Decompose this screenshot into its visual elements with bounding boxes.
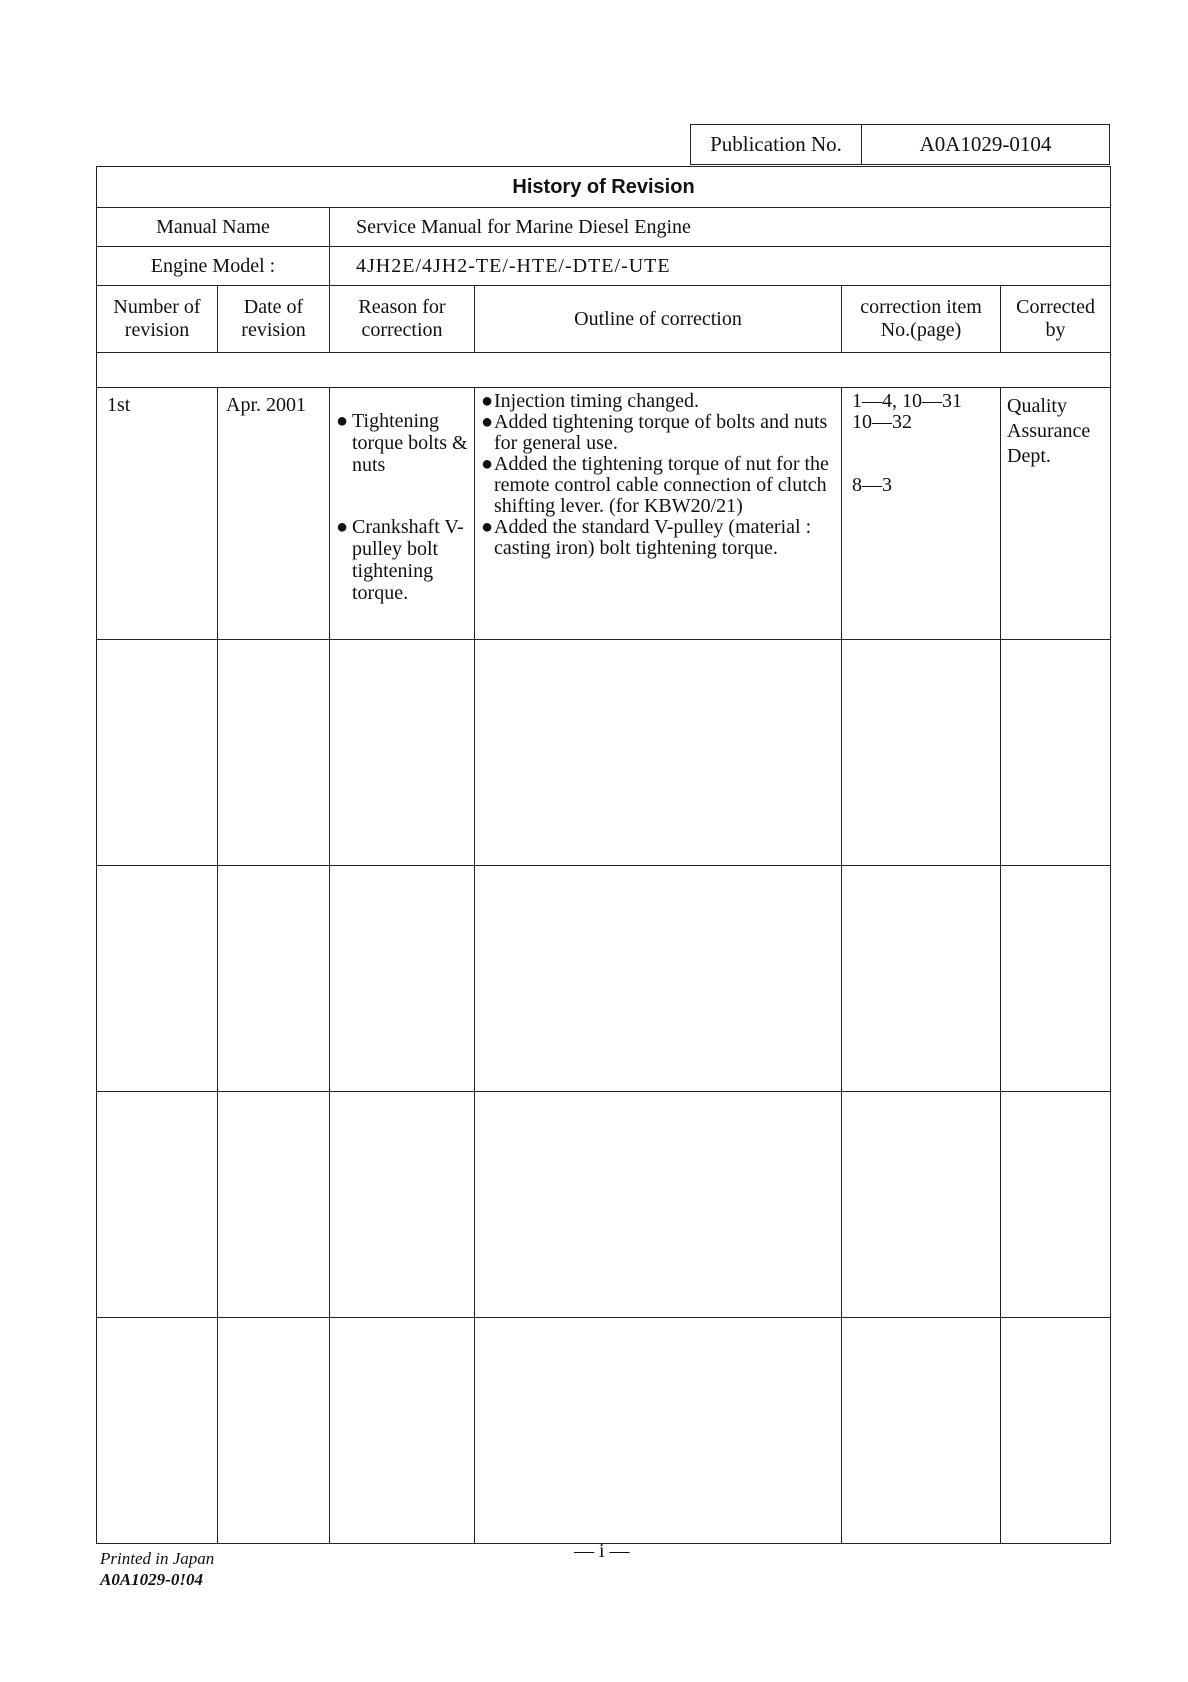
engine-model-label: Engine Model :	[97, 247, 330, 286]
header-correction-item-page: correction item No.(page)	[842, 286, 1001, 353]
bullet-icon: ●	[481, 453, 494, 475]
revision-reasons	[330, 388, 475, 640]
revision-date: Apr. 2001	[218, 388, 330, 640]
revision-row-1	[97, 388, 1111, 640]
page-number: — i —	[574, 1540, 630, 1562]
page-ref: 8—3	[852, 474, 892, 496]
publication-number: A0A1029-0104	[919, 132, 1052, 156]
bullet-icon: ●	[336, 516, 349, 538]
header-reason-for-correction: Reason for correction	[330, 286, 475, 353]
printed-in-japan: Printed in Japan	[100, 1549, 215, 1568]
header-corrected-by: Corrected by	[1001, 286, 1111, 353]
spacer-row	[97, 353, 1111, 388]
bullet-icon: ●	[481, 411, 494, 433]
outline-item: ● Injection timing changed.	[481, 390, 699, 412]
publication-label: Publication No.	[691, 125, 862, 164]
engine-model-value: 4JH2E/4JH2-TE/-HTE/-DTE/-UTE	[330, 247, 1111, 286]
footer-printed	[100, 1548, 214, 1590]
header-number-of-revision: Number of revision	[97, 286, 218, 353]
blank-row	[97, 866, 1111, 1092]
document-title: History of Revision	[97, 167, 1111, 208]
blank-row	[97, 1318, 1111, 1544]
revision-corrected-by: Quality Assurance Dept.	[1001, 388, 1111, 640]
outline-item: ● Added the standard V-pulley (material : casting iron) bolt tightening torque.	[481, 516, 812, 559]
publication-box	[690, 124, 1110, 165]
blank-row	[97, 640, 1111, 866]
manual-name-label: Manual Name	[97, 208, 330, 247]
revision-history-table	[96, 166, 1111, 1544]
blank-row	[97, 1092, 1111, 1318]
reason-item: ● Crankshaft V-pulley bolt tightening torque.	[336, 516, 464, 604]
page-ref: 1—4, 10—31	[852, 390, 962, 412]
revision-outline	[475, 388, 842, 640]
bullet-icon: ●	[481, 390, 494, 412]
reason-item: ● Tightening torque bolts & nuts	[336, 410, 468, 476]
bullet-icon: ●	[336, 410, 349, 432]
header-date-of-revision: Date of revision	[218, 286, 330, 353]
bullet-icon: ●	[481, 516, 494, 538]
revision-number: 1st	[97, 388, 218, 640]
revision-pages	[842, 388, 1001, 640]
outline-item: ● Added the tightening torque of nut for the remote control cable connection of clutch shifting lever. (for KBW20/21)	[481, 453, 829, 517]
header-outline-of-correction: Outline of correction	[475, 286, 842, 353]
footer-publication-code: A0A1029-0!04	[100, 1570, 203, 1589]
outline-item: ● Added tightening torque of bolts and nuts for general use.	[481, 411, 828, 454]
manual-name-value: Service Manual for Marine Diesel Engine	[330, 208, 1111, 247]
page-ref: 10—32	[852, 411, 912, 433]
